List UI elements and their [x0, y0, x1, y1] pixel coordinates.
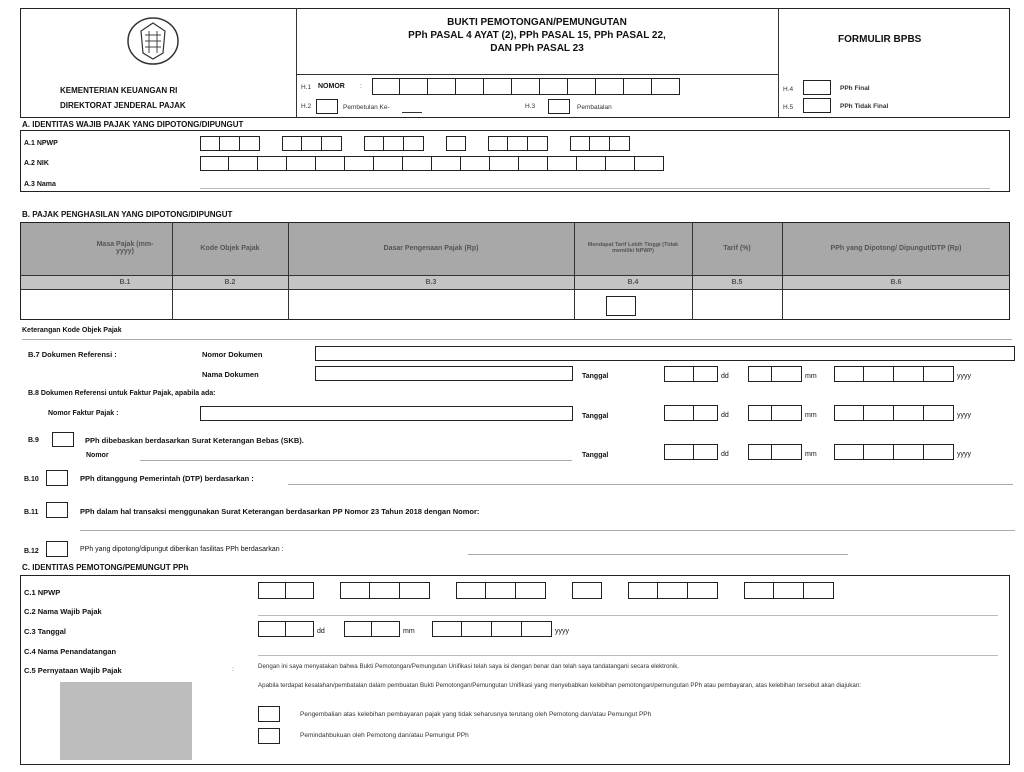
pembetulan-box[interactable]: [316, 99, 338, 114]
c4-penandatangan-label: C.4 Nama Penandatangan: [24, 647, 117, 656]
c1-npwp-label: C.1 NPWP: [24, 588, 61, 597]
section-a-title: A. IDENTITAS WAJIB PAJAK YANG DIPOTONG/DIPUNGUT: [22, 120, 244, 129]
b9-label: PPh dibebaskan berdasarkan Surat Keterangan Bebas (SKB).: [85, 436, 304, 445]
b12-field[interactable]: [468, 554, 848, 555]
pembetulan-label: Pembetulan Ke-: [343, 104, 390, 111]
col-dpp: Dasar Pengenaan Pajak (Rp): [383, 244, 479, 252]
nama-dokumen-label: Nama Dokumen: [202, 370, 259, 379]
b12-checkbox[interactable]: [46, 541, 68, 557]
signature-box[interactable]: [60, 682, 192, 760]
section-b-title: B. PAJAK PENGHASILAN YANG DIPOTONG/DIPUNGUT: [22, 210, 233, 219]
c2-nama-field[interactable]: [258, 615, 998, 616]
opt-pengembalian-checkbox[interactable]: [258, 706, 280, 722]
col-masa-pajak: Masa Pajak (mm-yyyy): [96, 241, 154, 255]
a2-nik-boxes[interactable]: [200, 156, 664, 171]
b11-checkbox[interactable]: [46, 502, 68, 518]
a3-nama-field[interactable]: [200, 188, 990, 189]
nama-dokumen-field[interactable]: [315, 366, 573, 381]
pph-final-label: PPh Final: [840, 85, 870, 92]
b10-field[interactable]: [288, 484, 1013, 485]
nomor-dokumen-field[interactable]: [315, 346, 1015, 361]
b8-label: B.8 Dokumen Referensi untuk Faktur Pajak, apabila ada:: [28, 390, 216, 397]
b10-checkbox[interactable]: [46, 470, 68, 486]
col-pph: PPh yang Dipotong/ Dipungut/DTP (Rp): [830, 244, 962, 252]
form-name: FORMULIR BPBS: [838, 34, 922, 45]
opt-pemindahbukuan-label: Pemindahbukuan oleh Pemotong dan/atau Pemungut PPh: [300, 732, 469, 739]
b12-label: PPh yang dipotong/dipungut diberikan fasilitas PPh berdasarkan :: [80, 546, 284, 553]
pembatalan-box[interactable]: [548, 99, 570, 114]
nomor-faktur-label: Nomor Faktur Pajak :: [48, 410, 119, 417]
c4-penandatangan-field[interactable]: [258, 655, 998, 656]
pembatalan-label: Pembatalan: [577, 104, 612, 111]
code-b1: B.1: [119, 279, 131, 286]
directorate-name: DIREKTORAT JENDERAL PAJAK: [60, 101, 186, 110]
opt-pengembalian-label: Pengembalian atas kelebihan pembayaran pajak yang tidak seharusnya terutang oleh Pemotong dan/atau Pemungut PPh: [300, 711, 652, 718]
col-kode-objek: Kode Objek Pajak: [200, 244, 260, 252]
nomor-label: NOMOR: [318, 83, 345, 90]
c2-nama-label: C.2 Nama Wajib Pajak: [24, 607, 102, 616]
a1-npwp-boxes[interactable]: [200, 136, 630, 151]
b11-label: PPh dalam hal transaksi menggunakan Surat Keterangan berdasarkan PP Nomor 23 Tahun 2018 dengan Nomor:: [80, 507, 480, 516]
b10-label: PPh ditanggung Pemerintah (DTP) berdasarkan :: [80, 474, 254, 483]
nomor-boxes[interactable]: [372, 78, 680, 95]
form-title: BUKTI PEMOTONGAN/PEMUNGUTAN PPh PASAL 4 AYAT (2), PPh PASAL 15, PPh PASAL 22, DAN PPh PASAL 23: [408, 17, 666, 54]
a3-nama-label: A.3 Nama: [24, 181, 56, 188]
statement-text-1: Dengan ini saya menyatakan bahwa Bukti Pemotongan/Pemungutan Unifikasi telah saya isi dengan benar dan telah saya tandatangani secara elektronik.: [258, 663, 680, 670]
keterangan-label: Keterangan Kode Objek Pajak: [22, 327, 122, 334]
c1-npwp-boxes[interactable]: [258, 582, 834, 599]
a1-npwp-label: A.1 NPWP: [24, 140, 58, 147]
garuda-emblem-icon: [125, 15, 181, 67]
ministry-name: KEMENTERIAN KEUANGAN RI: [60, 86, 178, 95]
tarif-lebih-tinggi-checkbox[interactable]: [606, 296, 636, 316]
b8-tanggal-boxes[interactable]: dd mm yyyy: [664, 405, 984, 421]
b9-nomor-field[interactable]: [140, 460, 572, 461]
code-b5: B.5: [731, 279, 743, 286]
c3-tanggal-boxes[interactable]: dd mm yyyy: [258, 621, 582, 637]
pph-tidak-final-label: PPh Tidak Final: [840, 103, 889, 110]
section-c-title: C. IDENTITAS PEMOTONG/PEMUNGUT PPh: [22, 563, 189, 572]
nomor-dokumen-label: Nomor Dokumen: [202, 350, 263, 359]
c3-tanggal-label: C.3 Tanggal: [24, 627, 66, 636]
a2-nik-label: A.2 NIK: [24, 160, 49, 167]
b9-checkbox[interactable]: [52, 432, 74, 447]
b9-tanggal-boxes[interactable]: dd mm yyyy: [664, 444, 984, 460]
pph-tidak-final-box[interactable]: [803, 98, 831, 113]
code-b2: B.2: [224, 279, 236, 286]
code-b3: B.3: [425, 279, 437, 286]
col-tarif-lebih-tinggi: Mendapat Tarif Lebih Tinggi (Tidak memiliki NPWP): [587, 242, 679, 254]
b7-label: B.7 Dokumen Referensi :: [28, 350, 117, 359]
opt-pemindahbukuan-checkbox[interactable]: [258, 728, 280, 744]
code-b6: B.6: [890, 279, 902, 286]
code-b4: B.4: [627, 279, 639, 286]
statement-text-2: Apabila terdapat kesalahan/pembatalan dalam pembuatan Bukti Pemotongan/Pemungutan Unifikasi yang menyebabkan kelebihan pemotongan/pemungutan PPh atau pembayaran, atas kelebihan tersebut akan diajukan:: [258, 682, 862, 689]
nomor-faktur-field[interactable]: [200, 406, 573, 421]
col-tarif: Tarif (%): [723, 244, 751, 252]
pph-final-box[interactable]: [803, 80, 831, 95]
c5-pernyataan-label: C.5 Pernyataan Wajib Pajak: [24, 666, 122, 675]
b11-field[interactable]: [80, 530, 1015, 531]
b7-tanggal-boxes[interactable]: dd mm yyyy: [664, 366, 984, 382]
